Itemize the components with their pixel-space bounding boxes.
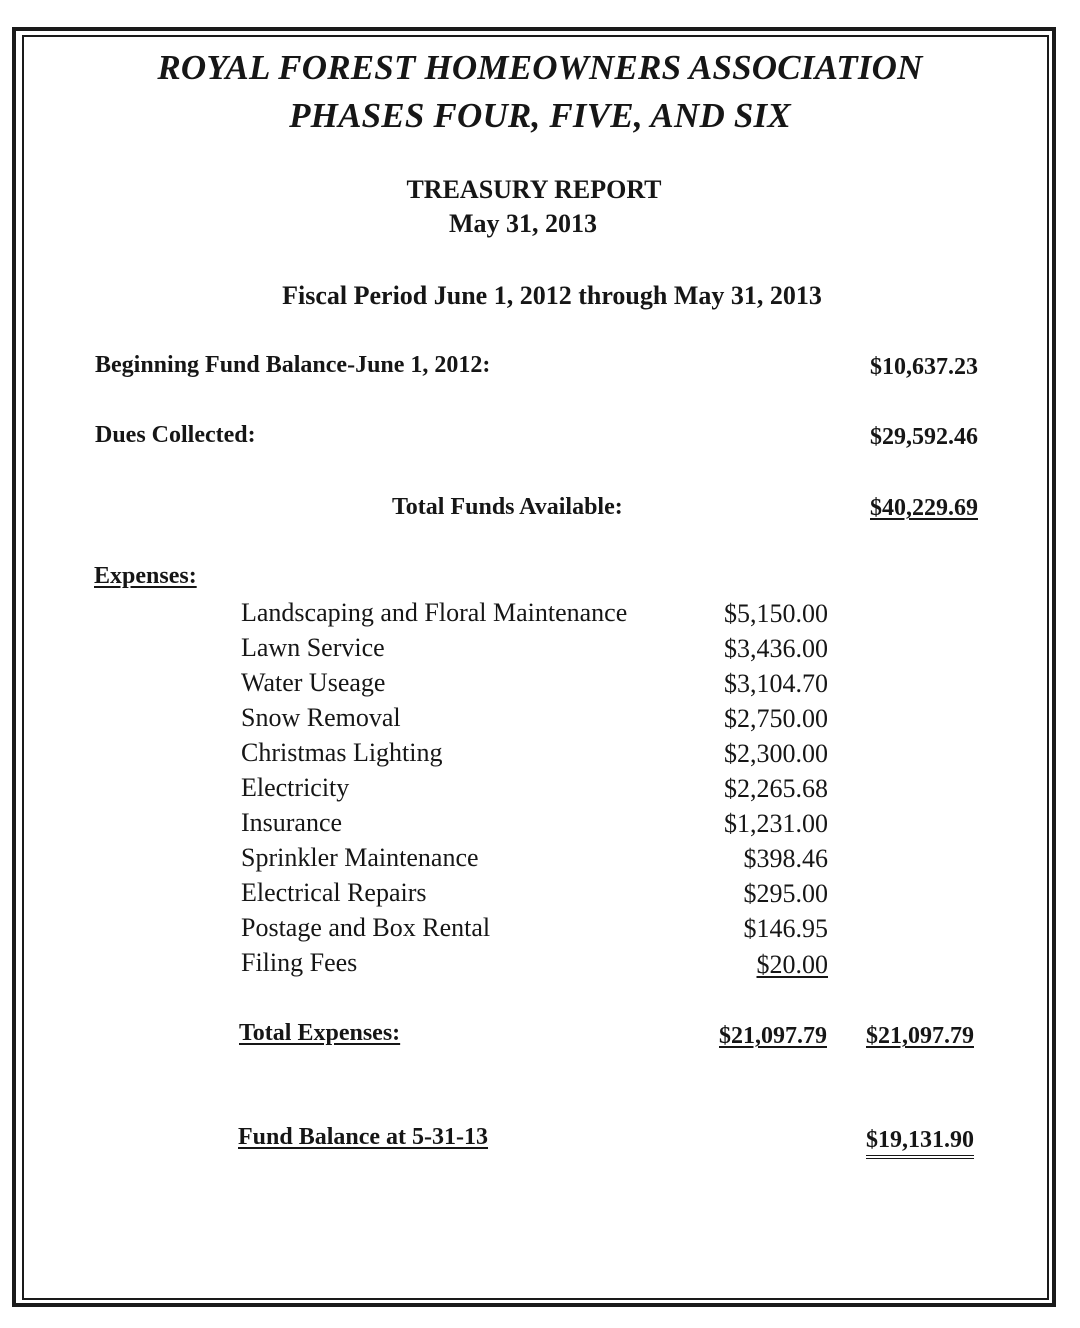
org-title-line1: ROYAL FOREST HOMEOWNERS ASSOCIATION (157, 48, 923, 87)
expense-name: Sprinkler Maintenance (241, 843, 479, 872)
expense-amount: $3,436.00 (724, 634, 828, 663)
expense-name: Christmas Lighting (241, 738, 443, 767)
report-title: TREASURY REPORT (406, 175, 662, 204)
expense-name: Water Useage (241, 668, 386, 697)
expense-name: Filing Fees (241, 948, 358, 977)
total-expenses-value-right: $21,097.79 (866, 1023, 974, 1049)
total-funds-value: $40,229.69 (870, 495, 978, 521)
expense-name: Electrical Repairs (241, 878, 427, 907)
expense-amount: $3,104.70 (724, 669, 828, 698)
total-funds-label: Total Funds Available: (392, 494, 623, 520)
expense-name: Snow Removal (241, 703, 401, 732)
expense-amount: $146.95 (743, 914, 828, 943)
fiscal-period: Fiscal Period June 1, 2012 through May 31, 2013 (282, 281, 822, 310)
total-expenses-value: $21,097.79 (719, 1023, 827, 1049)
fund-balance-value: $19,131.90 (866, 1127, 974, 1159)
expense-amount: $398.46 (743, 844, 828, 873)
report-date: May 31, 2013 (448, 209, 598, 238)
dues-collected-value: $29,592.46 (870, 424, 978, 450)
expenses-heading: Expenses: (94, 563, 197, 589)
beginning-balance-value: $10,637.23 (870, 354, 978, 380)
expense-amount: $2,750.00 (724, 704, 828, 733)
expense-amount: $2,300.00 (724, 739, 828, 768)
expense-name: Electricity (241, 773, 350, 802)
expense-name: Lawn Service (241, 633, 385, 662)
expense-name: Landscaping and Floral Maintenance (241, 598, 628, 627)
total-expenses-label: Total Expenses: (239, 1020, 401, 1046)
expense-name: Insurance (241, 808, 343, 837)
expense-name: Postage and Box Rental (241, 913, 491, 942)
dues-collected-label: Dues Collected: (95, 422, 256, 448)
beginning-balance-label: Beginning Fund Balance-June 1, 2012: (95, 352, 491, 378)
expense-amount: $2,265.68 (724, 774, 828, 803)
expense-amount: $295.00 (743, 879, 828, 908)
expense-amount: $1,231.00 (724, 809, 828, 838)
org-title-line2: PHASES FOUR, FIVE, AND SIX (289, 96, 791, 135)
expense-amount: $5,150.00 (724, 599, 828, 628)
fund-balance-label: Fund Balance at 5-31-13 (238, 1124, 489, 1150)
expense-amount: $20.00 (756, 950, 828, 979)
